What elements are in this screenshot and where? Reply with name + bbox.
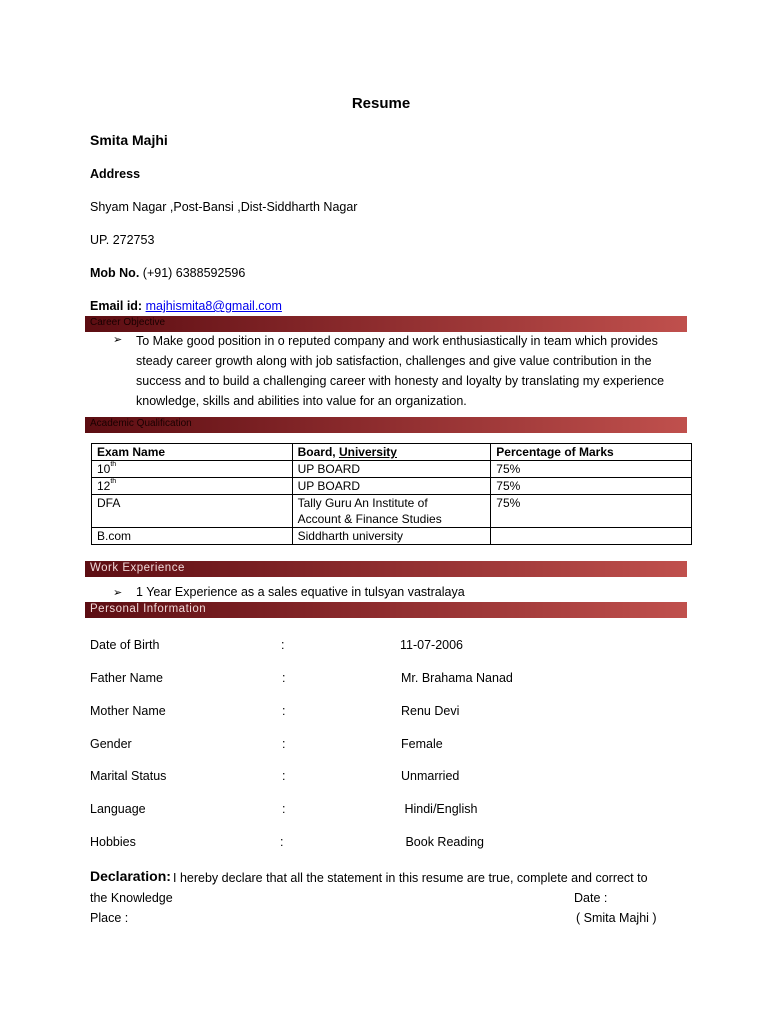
value-marital-status: Unmarried [401, 769, 460, 783]
value-hobbies: Book Reading [402, 835, 485, 849]
table-row [92, 478, 692, 495]
section-band-personal [85, 602, 687, 618]
resume-title: Resume [351, 95, 411, 112]
exam-name: 12 [97, 479, 111, 493]
date-label: Date : [574, 891, 608, 905]
exam-cell: DFA [92, 495, 293, 528]
exam-cell [92, 478, 293, 495]
value-gender: Female [401, 737, 443, 751]
exam-superscript: th [110, 461, 117, 468]
value-language: Hindi/English [401, 802, 478, 816]
board-cell: Siddharth university [292, 528, 491, 545]
label-father-name: Father Name [90, 671, 163, 685]
table-header-row [92, 444, 692, 461]
header-percentage: Percentage of Marks [491, 444, 692, 461]
email-label: Email id: [90, 299, 143, 313]
header-exam-name: Exam Name [92, 444, 293, 461]
header-board-label: Board, [297, 445, 339, 459]
label-mother-name: Mother Name [90, 704, 166, 718]
colon: : [282, 769, 286, 783]
marks-cell: 75% [491, 495, 692, 528]
table-row [92, 495, 692, 528]
address-label: Address [90, 167, 141, 181]
section-title-career-objective: Career Objective [90, 317, 166, 328]
academic-table [91, 443, 692, 545]
label-date-of-birth: Date of Birth [90, 638, 160, 652]
label-hobbies: Hobbies [90, 835, 136, 849]
email-line [90, 299, 282, 313]
colon: : [282, 737, 286, 751]
mobile-line [90, 266, 245, 280]
exam-superscript: th [110, 478, 117, 485]
value-date-of-birth: 11-07-2006 [400, 638, 464, 652]
colon: : [282, 704, 286, 718]
section-band-career-objective [85, 316, 687, 332]
section-title-academic: Academic Qualification [90, 418, 192, 429]
section-band-academic [85, 417, 687, 433]
header-board [292, 444, 491, 461]
marks-cell [491, 528, 692, 545]
table-row [92, 528, 692, 545]
exam-cell: B.com [92, 528, 293, 545]
declaration-label: Declaration [90, 868, 167, 884]
work-bullet-icon: ➢ [113, 587, 123, 599]
candidate-name: Smita Majhi [90, 132, 168, 148]
mobile-value: (+91) 6388592596 [142, 266, 246, 280]
colon: : [281, 638, 285, 652]
address-line-2: UP. 272753 [90, 233, 155, 247]
section-title-personal: Personal Information [90, 603, 207, 615]
value-mother-name: Renu Devi [401, 704, 460, 718]
declaration-heading [90, 868, 171, 884]
mobile-label: Mob No. [90, 266, 140, 280]
board-cell: UP BOARD [292, 478, 491, 495]
board-line-2: Account & Finance Studies [297, 512, 442, 526]
objective-bullet-icon: ➢ [113, 334, 123, 346]
declaration-line-2: the Knowledge [90, 891, 173, 905]
section-band-work [85, 561, 687, 577]
marks-cell: 75% [491, 461, 692, 478]
address-line-1: Shyam Nagar ,Post-Bansi ,Dist-Siddharth Nagar [90, 200, 358, 214]
label-language: Language [90, 802, 146, 816]
colon: : [282, 802, 286, 816]
label-gender: Gender [90, 737, 132, 751]
work-experience-text: 1 Year Experience as a sales equative in tulsyan vastralaya [136, 585, 465, 599]
board-cell [292, 495, 491, 528]
declaration-colon: : [166, 868, 171, 884]
board-cell: UP BOARD [292, 461, 491, 478]
label-marital-status: Marital Status [90, 769, 167, 783]
marks-cell: 75% [491, 478, 692, 495]
section-title-work: Work Experience [90, 562, 185, 574]
signature-name: ( Smita Majhi ) [576, 911, 657, 925]
exam-cell [92, 461, 293, 478]
place-label: Place : [90, 911, 129, 925]
email-link[interactable]: majhismita8@gmail.com [145, 299, 282, 313]
board-line-1: Tally Guru An Institute of [297, 496, 428, 510]
value-father-name: Mr. Brahama Nanad [401, 671, 513, 685]
objective-text: To Make good position in o reputed company and work enthusiastically in team which provides steady career growth along with job satisfaction, challenges and give value contribution in the success and to build a challenging career with honesty and loyalty by translating my experience knowledge, skills and abilities into value for an organization. [136, 334, 665, 408]
colon: : [280, 835, 284, 849]
declaration-text: I hereby declare that all the statement in this resume are true, complete and correct to [173, 871, 648, 885]
header-university-label: University [338, 445, 397, 459]
table-row [92, 461, 692, 478]
colon: : [282, 671, 286, 685]
exam-name: 10 [97, 462, 111, 476]
